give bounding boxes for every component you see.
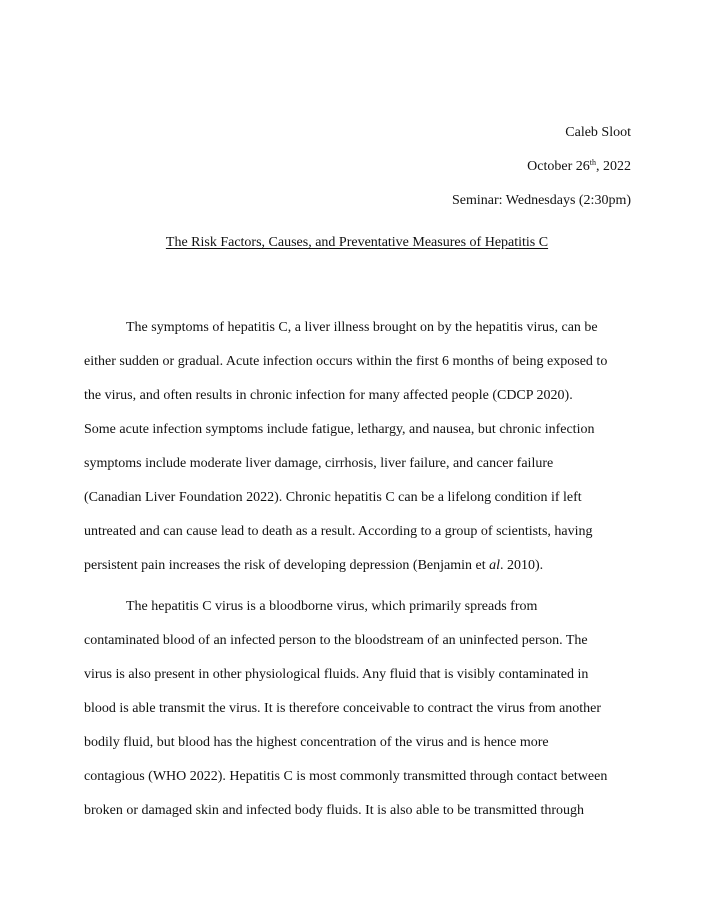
paragraph-line <box>84 558 644 592</box>
paragraph-line: the virus, and often results in chronic infection for many affected people (CDCP 2020). <box>84 388 573 403</box>
date-ordinal-suffix: th <box>589 158 596 167</box>
date-year: , 2022 <box>596 159 631 174</box>
citation-italic: al <box>489 558 501 573</box>
paragraph-line: symptoms include moderate liver damage, cirrhosis, liver failure, and cancer failure <box>84 456 554 471</box>
paragraph-line: blood is able transmit the virus. It is therefore conceivable to contract the virus from another <box>84 701 602 716</box>
paragraph-line: bodily fluid, but blood has the highest concentration of the virus and is hence more <box>84 735 549 750</box>
paragraph-line: untreated and can cause lead to death as a result. According to a group of scientists, having <box>84 524 593 539</box>
submission-date <box>527 159 631 175</box>
paragraph-line: The symptoms of hepatitis C, a liver illness brought on by the hepatitis virus, can be <box>126 320 598 335</box>
paragraph-line: Some acute infection symptoms include fatigue, lethargy, and nausea, but chronic infection <box>84 422 595 437</box>
author-name: Caleb Sloot <box>565 125 631 140</box>
paragraph-line: The hepatitis C virus is a bloodborne virus, which primarily spreads from <box>126 599 538 614</box>
seminar-info: Seminar: Wednesdays (2:30pm) <box>451 193 631 208</box>
paragraph-line: contaminated blood of an infected person to the bloodstream of an uninfected person. The <box>84 633 588 648</box>
citation-text: persistent pain increases the risk of developing depression (Benjamin et <box>84 558 490 573</box>
date-main: October 26 <box>527 159 590 174</box>
paragraph-line: virus is also present in other physiological fluids. Any fluid that is visibly contaminated in <box>84 667 589 682</box>
document-title: The Risk Factors, Causes, and Preventative Measures of Hepatitis C <box>165 235 549 250</box>
paragraph-line: contagious (WHO 2022). Hepatitis C is most commonly transmitted through contact between <box>84 769 608 784</box>
paragraph-transmission <box>84 599 644 837</box>
paragraph-line: either sudden or gradual. Acute infection occurs within the first 6 months of being exposed to <box>84 354 608 369</box>
paragraph-line: (Canadian Liver Foundation 2022). Chronic hepatitis C can be a lifelong condition if left <box>84 490 582 505</box>
citation-year: . 2010). <box>500 558 544 573</box>
paragraph-symptoms <box>84 320 644 592</box>
paragraph-line: broken or damaged skin and infected body fluids. It is also able to be transmitted through <box>84 803 584 818</box>
